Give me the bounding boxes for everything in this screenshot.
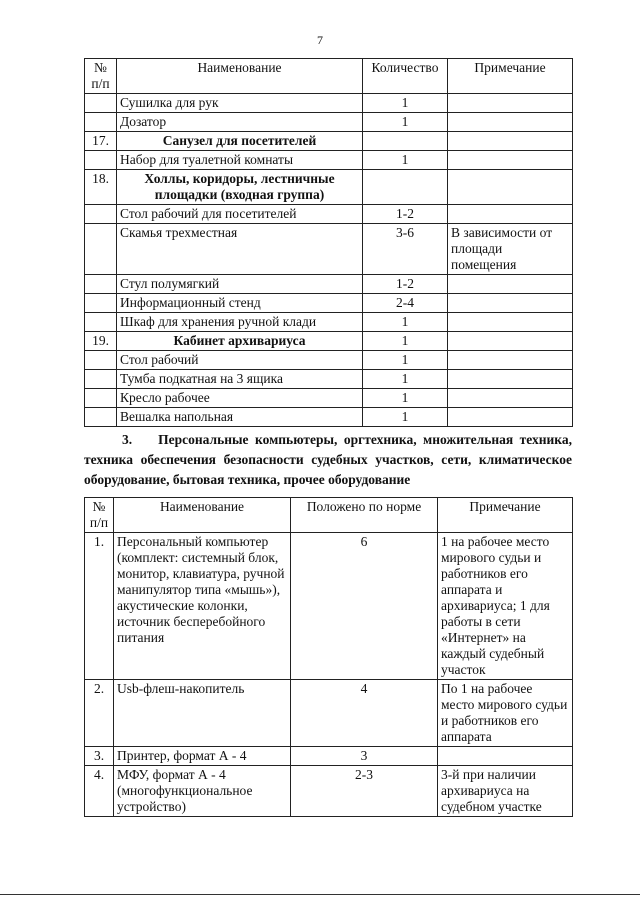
row-note	[448, 408, 573, 427]
header-num: № п/п	[85, 498, 114, 533]
table-row	[85, 533, 573, 680]
row-name: Стол рабочий для посетителей	[117, 205, 363, 224]
equipment-table-1	[84, 58, 573, 427]
row-num	[85, 351, 117, 370]
row-qty: 1-2	[363, 205, 448, 224]
row-name: Набор для туалетной комнаты	[117, 151, 363, 170]
table-row	[85, 170, 573, 205]
row-name: Персональный компьютер (комплект: системный блок, монитор, клавиатура, ручной манипулятор типа «мышь»), акустические колонки, источник бесперебойного питания	[114, 533, 291, 680]
row-name: Кабинет архивариуса	[117, 332, 363, 351]
row-name: Скамья трехместная	[117, 224, 363, 275]
row-note: По 1 на рабочее место мирового судьи и работников его аппарата	[438, 680, 573, 747]
row-note	[448, 113, 573, 132]
table-row	[85, 332, 573, 351]
table-row	[85, 313, 573, 332]
row-num	[85, 370, 117, 389]
row-num: 4.	[85, 766, 114, 817]
row-qty	[363, 132, 448, 151]
row-name: Стул полумягкий	[117, 275, 363, 294]
row-note: 1 на рабочее место мирового судьи и работников его аппарата и архивариуса; 1 для работы в сети «Интернет» на каждый судебный участок	[438, 533, 573, 680]
table-row	[85, 408, 573, 427]
row-num: 3.	[85, 747, 114, 766]
row-name: Принтер, формат А - 4	[114, 747, 291, 766]
header-qty: Количество	[363, 59, 448, 94]
row-name: Кресло рабочее	[117, 389, 363, 408]
row-name: Usb-флеш-накопитель	[114, 680, 291, 747]
row-name: Информационный стенд	[117, 294, 363, 313]
row-qty: 1	[363, 313, 448, 332]
row-note	[448, 132, 573, 151]
row-qty: 6	[291, 533, 438, 680]
header-num: № п/п	[85, 59, 117, 94]
row-num	[85, 408, 117, 427]
row-qty: 1	[363, 332, 448, 351]
section-title: Персональные компьютеры, оргтехника, множительная техника, техника обеспечения безопасности судебных участков, сети, климатическое оборудование, бытовая техника, прочее оборудование	[84, 432, 572, 487]
row-note	[448, 170, 573, 205]
row-note	[448, 351, 573, 370]
row-qty: 1	[363, 351, 448, 370]
row-num	[85, 389, 117, 408]
row-name: Тумба подкатная на 3 ящика	[117, 370, 363, 389]
row-name: Вешалка напольная	[117, 408, 363, 427]
row-name: Холлы, коридоры, лестничные площадки (входная группа)	[117, 170, 363, 205]
table1-body	[85, 94, 573, 427]
section-number: 3.	[122, 432, 133, 447]
row-qty: 2-4	[363, 294, 448, 313]
row-note	[448, 294, 573, 313]
table-row	[85, 132, 573, 151]
table-row	[85, 275, 573, 294]
row-note	[448, 389, 573, 408]
table-header-row	[85, 498, 573, 533]
header-note: Примечание	[438, 498, 573, 533]
row-num	[85, 113, 117, 132]
row-note	[448, 370, 573, 389]
table-row	[85, 747, 573, 766]
table-row	[85, 766, 573, 817]
row-num	[85, 205, 117, 224]
row-name: Стол рабочий	[117, 351, 363, 370]
row-num: 17.	[85, 132, 117, 151]
row-qty: 2-3	[291, 766, 438, 817]
row-note	[448, 275, 573, 294]
row-qty: 4	[291, 680, 438, 747]
page-number: 7	[317, 33, 323, 47]
table-row	[85, 224, 573, 275]
table2-body	[85, 533, 573, 817]
header-name: Наименование	[117, 59, 363, 94]
row-qty: 1	[363, 113, 448, 132]
row-num	[85, 294, 117, 313]
row-qty: 1	[363, 389, 448, 408]
row-note: В зависимости от площади помещения	[448, 224, 573, 275]
table-header-row	[85, 59, 573, 94]
table-row	[85, 294, 573, 313]
table-row	[85, 151, 573, 170]
row-num	[85, 313, 117, 332]
row-qty: 3	[291, 747, 438, 766]
row-name: Шкаф для хранения ручной клади	[117, 313, 363, 332]
row-note	[448, 205, 573, 224]
row-note	[438, 747, 573, 766]
table-row	[85, 94, 573, 113]
header-name: Наименование	[114, 498, 291, 533]
row-note	[448, 94, 573, 113]
table-row	[85, 680, 573, 747]
row-qty	[363, 170, 448, 205]
row-num	[85, 275, 117, 294]
header-note: Примечание	[448, 59, 573, 94]
row-qty: 3-6	[363, 224, 448, 275]
row-num	[85, 151, 117, 170]
row-note	[448, 332, 573, 351]
row-note	[448, 313, 573, 332]
table-row	[85, 205, 573, 224]
table-row	[85, 113, 573, 132]
row-num: 1.	[85, 533, 114, 680]
table-row	[85, 370, 573, 389]
section-3-heading	[84, 430, 572, 490]
row-note: 3-й при наличии архивариуса на судебном участке	[438, 766, 573, 817]
row-num: 18.	[85, 170, 117, 205]
table-row	[85, 389, 573, 408]
row-qty: 1	[363, 151, 448, 170]
row-num: 2.	[85, 680, 114, 747]
row-name: МФУ, формат А - 4 (многофункциональное устройство)	[114, 766, 291, 817]
row-num: 19.	[85, 332, 117, 351]
row-num	[85, 94, 117, 113]
row-name: Санузел для посетителей	[117, 132, 363, 151]
row-qty: 1-2	[363, 275, 448, 294]
equipment-table-2	[84, 497, 573, 817]
row-note	[448, 151, 573, 170]
row-name: Сушилка для рук	[117, 94, 363, 113]
bottom-rule	[0, 894, 640, 895]
row-name: Дозатор	[117, 113, 363, 132]
row-qty: 1	[363, 370, 448, 389]
row-qty: 1	[363, 408, 448, 427]
table-row	[85, 351, 573, 370]
row-qty: 1	[363, 94, 448, 113]
header-qty: Положено по норме	[291, 498, 438, 533]
row-num	[85, 224, 117, 275]
